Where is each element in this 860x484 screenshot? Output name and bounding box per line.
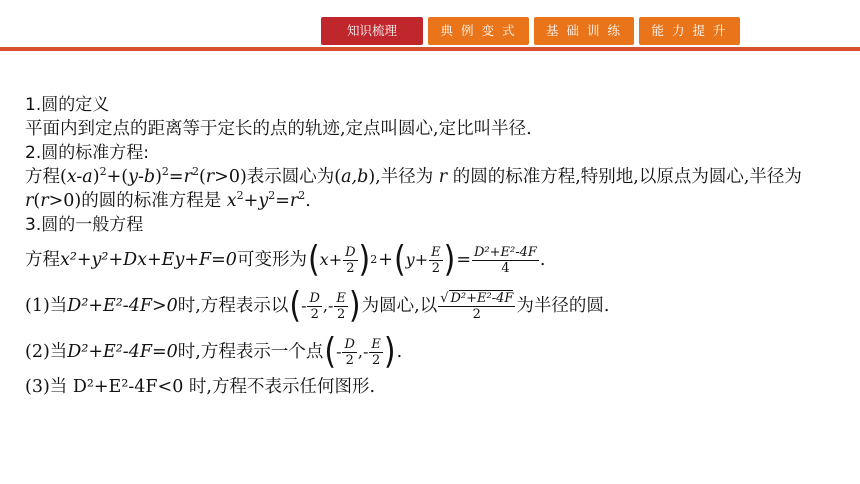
section-2-body: 方程$(x-a)^2+(y-b)^2=r^2(r>0)$表示圆心为(a,b),半径为 r 的圆的标准方程,特别地,以原点为圆心,半径为 r(r>0)的圆的标准方程是 $x^2+y^2=r^2$. xyxy=(25,165,802,211)
x-term-bracket: ( x+ $\frac{D}{2}$ ) 2 xyxy=(307,238,378,281)
single-point: ( - $\frac{D}{2}$ ,- $\frac{E}{2}$ ) xyxy=(324,330,396,373)
case-1-line: (1)当 D²+E²-4F>0 时,方程表示以 ( - $\frac{D}{2}$ ,- $\frac{E}{2}$ ) 为圆心,以 $\frac{\text{√ D²+E²-4F}}{2}$ 为半径的圆. xyxy=(25,284,610,327)
general-equation-line: 方程 x²+y²+Dx+Ey+F=0 可变形为 ( x+ $\frac{D}{2}$ ) 2 + ( y+ $\frac{E}{2}$ ) = $\frac{\text{D²+E²-4F}}{4}$ . xyxy=(25,238,546,281)
tab-typical-examples[interactable]: 典 例 变 式 xyxy=(428,17,529,45)
document-body xyxy=(25,93,845,399)
tab-knowledge-review[interactable]: 知识梳理 xyxy=(321,17,423,45)
fraction-rhs: $\frac{\text{D²+E²-4F}}{4}$ xyxy=(474,244,537,276)
center-point: ( - $\frac{D}{2}$ ,- $\frac{E}{2}$ ) xyxy=(289,284,361,327)
section-1-body: 平面内到定点的距离等于定长的点的轨迹,定点叫圆心,定比叫半径. xyxy=(25,119,532,139)
case-2-line: (2)当 D²+E²-4F=0 时,方程表示一个点 ( - $\frac{D}{2}$ ,- $\frac{E}{2}$ ) . xyxy=(25,330,403,373)
radius-fraction: $\frac{\text{√ D²+E²-4F}}{2}$ xyxy=(440,290,514,322)
section-2-title: 2.圆的标准方程: xyxy=(25,143,149,163)
header-divider xyxy=(0,47,860,51)
tab-basic-training[interactable]: 基 础 训 练 xyxy=(534,17,634,45)
tab-ability-improvement[interactable]: 能 力 提 升 xyxy=(639,17,740,45)
section-3-title: 3.圆的一般方程 xyxy=(25,215,144,235)
fraction-e-over-2: $\frac{E}{2}$ xyxy=(431,244,441,276)
fraction-d-over-2: $\frac{D}{2}$ xyxy=(345,244,356,276)
case-3-line: (3)当 D²+E²-4F<0 时,方程不表示任何图形. xyxy=(25,377,376,397)
y-term-bracket: ( y+ $\frac{E}{2}$ ) xyxy=(393,238,456,281)
section-1-title: 1.圆的定义 xyxy=(25,95,110,115)
